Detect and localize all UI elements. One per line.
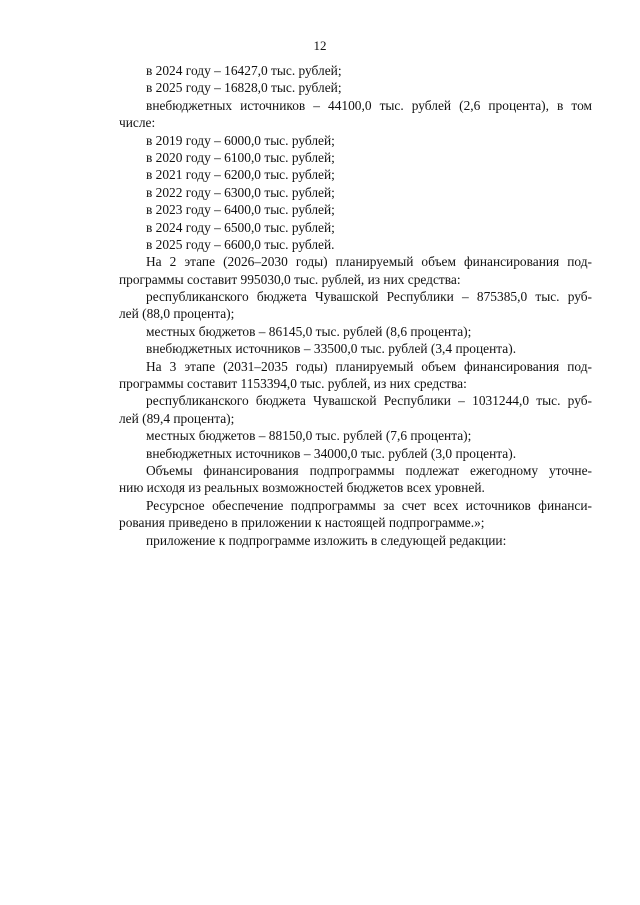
- text-line: местных бюджетов – 88150,0 тыс. рублей (7,6 процента);: [146, 428, 472, 444]
- text-line: в 2021 году – 6200,0 тыс. рублей;: [146, 167, 335, 183]
- text-line: в 2022 году – 6300,0 тыс. рублей;: [146, 184, 335, 200]
- text-line: республиканского бюджета Чувашской Республики – 875385,0 тыс. руб-: [146, 289, 592, 305]
- text-line: На 2 этапе (2026–2030 годы) планируемый объем финансирования под-: [146, 254, 592, 270]
- text-line: числе:: [119, 115, 156, 131]
- text-line: в 2019 году – 6000,0 тыс. рублей;: [146, 132, 335, 148]
- text-line: в 2025 году – 6600,0 тыс. рублей.: [146, 236, 335, 252]
- text-line: в 2020 году – 6100,0 тыс. рублей;: [146, 149, 335, 165]
- text-line: местных бюджетов – 86145,0 тыс. рублей (8,6 процента);: [146, 323, 472, 339]
- text-line: в 2024 году – 16427,0 тыс. рублей;: [146, 63, 342, 78]
- text-line: внебюджетных источников – 34000,0 тыс. рублей (3,0 процента).: [146, 445, 517, 461]
- text-line: Объемы финансирования подпрограммы подлежат ежегодному уточне-: [146, 462, 592, 478]
- text-line: внебюджетных источников – 44100,0 тыс. рублей (2,6 процента), в том: [146, 97, 592, 113]
- text-line: в 2023 году – 6400,0 тыс. рублей;: [146, 202, 335, 218]
- document-body: [119, 62, 592, 549]
- text-line: приложение к подпрограмме изложить в следующей редакции:: [146, 532, 507, 548]
- text-line: лей (89,4 процента);: [119, 410, 235, 426]
- text-line: рования приведено в приложении к настоящей подпрограмме.»;: [119, 515, 485, 531]
- page-number: 12: [313, 38, 327, 53]
- text-line: нию исходя из реальных возможностей бюджетов всех уровней.: [119, 480, 485, 496]
- text-line: программы составит 1153394,0 тыс. рублей, из них средства:: [119, 376, 467, 392]
- text-line: республиканского бюджета Чувашской Республики – 1031244,0 тыс. руб-: [146, 393, 592, 409]
- text-line: Ресурсное обеспечение подпрограммы за счет всех источников финанси-: [146, 497, 592, 513]
- text-line: лей (88,0 процента);: [119, 306, 235, 322]
- text-line: программы составит 995030,0 тыс. рублей, из них средства:: [119, 271, 461, 287]
- text-line: в 2025 году – 16828,0 тыс. рублей;: [146, 80, 342, 96]
- text-line: внебюджетных источников – 33500,0 тыс. рублей (3,4 процента).: [146, 341, 517, 357]
- text-line: в 2024 году – 6500,0 тыс. рублей;: [146, 219, 335, 235]
- text-line: На 3 этапе (2031–2035 годы) планируемый объем финансирования под-: [146, 358, 592, 374]
